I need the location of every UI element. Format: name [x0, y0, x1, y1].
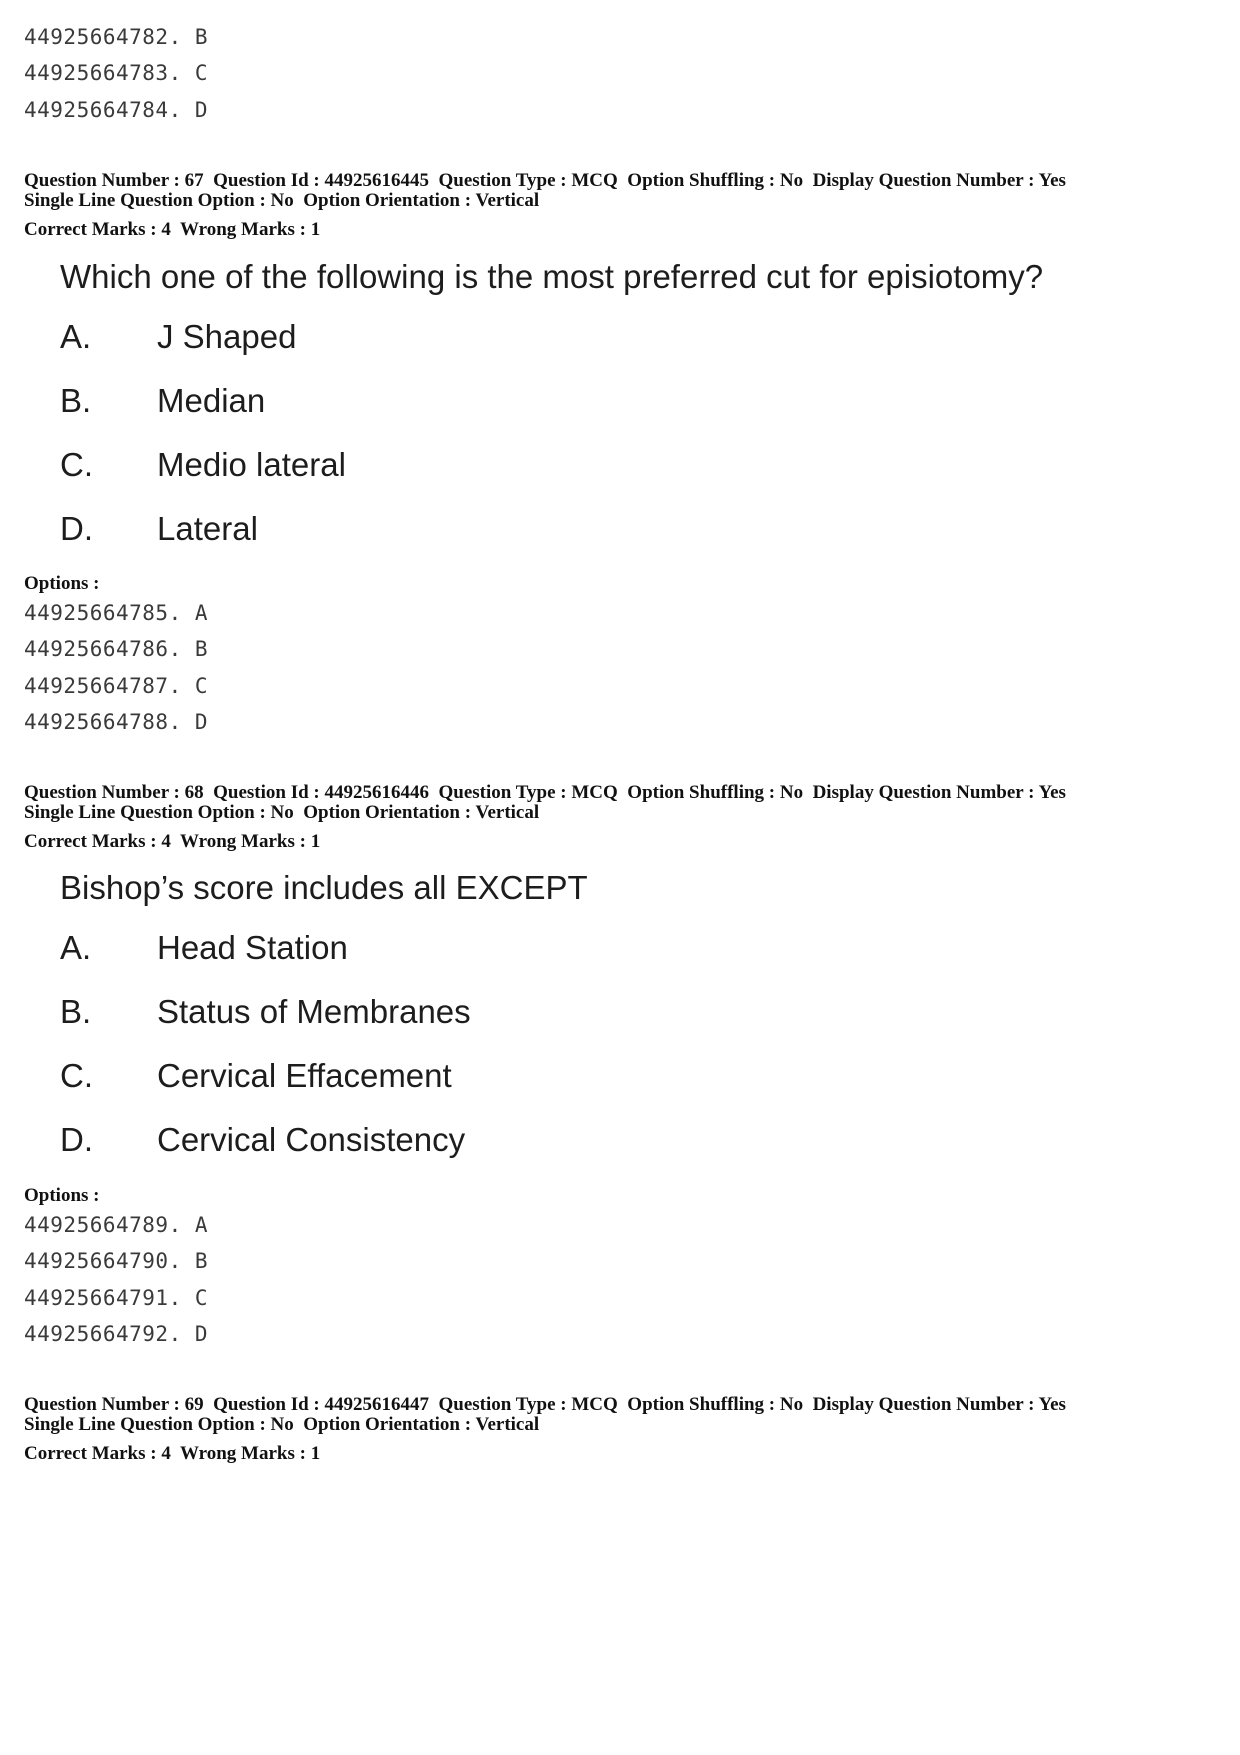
options-label: Options : — [24, 573, 100, 594]
option-id-line: 44925664792. D — [24, 1322, 209, 1346]
choice-d — [60, 510, 1043, 574]
choice-letter: B. — [60, 382, 92, 419]
question-meta-line: Single Line Question Option : No Option Orientation : Vertical — [24, 802, 540, 823]
choice-letter: D. — [60, 510, 93, 547]
option-id-line: 44925664784. D — [24, 98, 209, 122]
choice-c — [60, 446, 1043, 510]
choice-a — [60, 929, 588, 993]
choice-text: Median — [157, 382, 266, 419]
choice-text: Medio lateral — [157, 446, 346, 483]
question-meta-line: Question Number : 69 Question Id : 44925616447 Question Type : MCQ Option Shuffling : No Display Question Number : Yes — [24, 1394, 1066, 1415]
question-meta-line: Question Number : 68 Question Id : 44925616446 Question Type : MCQ Option Shuffling : No Display Question Number : Yes — [24, 782, 1066, 803]
option-id-line: 44925664789. A — [24, 1213, 209, 1237]
choice-b — [60, 382, 1043, 446]
options-label: Options : — [24, 1185, 100, 1206]
choice-text: Cervical Effacement — [157, 1057, 452, 1094]
option-id-line: 44925664783. C — [24, 61, 209, 85]
choice-c — [60, 1057, 588, 1121]
option-id-line: 44925664785. A — [24, 601, 209, 625]
choice-letter: C. — [60, 1057, 93, 1094]
question-image-67 — [60, 258, 1043, 574]
choice-letter: C. — [60, 446, 93, 483]
question-text: Which one of the following is the most preferred cut for episiotomy? — [60, 258, 1044, 295]
option-id-line: 44925664786. B — [24, 637, 209, 661]
question-marks: Correct Marks : 4 Wrong Marks : 1 — [24, 219, 321, 240]
choice-d — [60, 1121, 588, 1185]
choice-text: Head Station — [157, 929, 348, 966]
question-text: Bishop’s score includes all EXCEPT — [60, 869, 588, 906]
choice-text: Status of Membranes — [157, 993, 471, 1030]
choice-letter: D. — [60, 1121, 93, 1158]
option-id-line: 44925664782. B — [24, 25, 209, 49]
question-meta-line: Single Line Question Option : No Option Orientation : Vertical — [24, 1414, 540, 1435]
question-marks: Correct Marks : 4 Wrong Marks : 1 — [24, 1443, 321, 1464]
question-image-68 — [60, 869, 588, 1185]
choice-b — [60, 993, 588, 1057]
question-meta-line: Single Line Question Option : No Option Orientation : Vertical — [24, 190, 540, 211]
option-id-line: 44925664791. C — [24, 1286, 209, 1310]
choice-a — [60, 318, 1043, 382]
question-marks: Correct Marks : 4 Wrong Marks : 1 — [24, 831, 321, 852]
choice-letter: B. — [60, 993, 92, 1030]
option-id-line: 44925664788. D — [24, 710, 209, 734]
choice-letter: A. — [60, 929, 92, 966]
question-meta-line: Question Number : 67 Question Id : 44925616445 Question Type : MCQ Option Shuffling : No Display Question Number : Yes — [24, 170, 1066, 191]
choice-letter: A. — [60, 318, 92, 355]
choice-text: Lateral — [157, 510, 258, 547]
choice-text: Cervical Consistency — [157, 1121, 466, 1158]
choice-text: J Shaped — [157, 318, 297, 355]
option-id-line: 44925664787. C — [24, 674, 209, 698]
option-id-line: 44925664790. B — [24, 1249, 209, 1273]
